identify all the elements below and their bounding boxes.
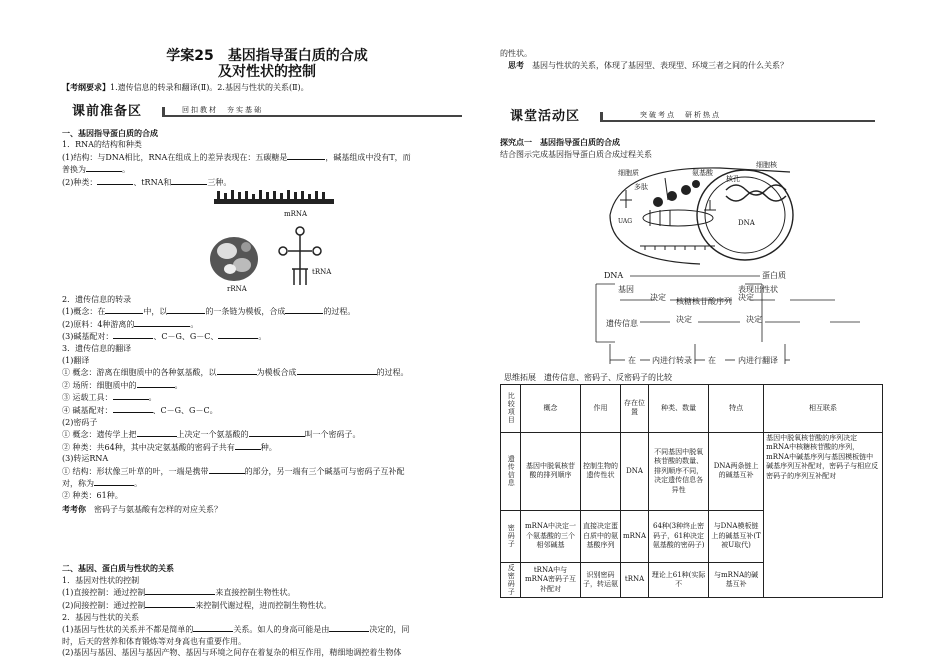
table-header: 存在位置: [621, 384, 649, 432]
flow-transcribe: 内进行转录: [652, 356, 692, 366]
rna-structure-line: (1)结构：与DNA相比，RNA在组成上的差异表现在：五碳糖是 ，碱基组成中没有T，而: [62, 152, 411, 162]
blank[interactable]: [329, 623, 369, 632]
flow-nuc-seq: 核糖核苷酸序列: [676, 297, 732, 307]
label-nuclear-pore: 核孔: [726, 175, 740, 184]
gene-control-head: 1．基因对性状的控制: [62, 575, 140, 585]
flow-dna: DNA: [604, 271, 624, 281]
table-header: 作用: [581, 384, 621, 432]
table-cell: 不同基因中脱氧核苷酸的数量、排列顺序不同，决定遗传信息各异性: [649, 432, 709, 510]
blank[interactable]: [134, 318, 190, 327]
table-row: [501, 432, 883, 510]
translation-sub2: (2)密码子: [62, 417, 98, 427]
flow-gene: 基因: [618, 285, 634, 295]
flow-decide-3: 决定: [676, 315, 692, 325]
blank[interactable]: [137, 379, 175, 388]
table-header: 种类、数量: [649, 384, 709, 432]
continued-text: 的性状。: [500, 49, 532, 58]
flow-info: 遗传信息: [606, 319, 638, 329]
translation-sub1: (1)翻译: [62, 355, 90, 365]
table-cell: tRNA: [621, 562, 649, 597]
rna-figure: [62, 189, 472, 294]
translation-pairing: ④ 碱基配对： 、C－G、G－C。: [62, 405, 218, 415]
blank[interactable]: [105, 305, 143, 314]
flow-trait: 表现出性状: [738, 285, 778, 295]
codon-types: ② 种类：共64种，其中决定氨基酸的密码子共有 种。: [62, 442, 277, 452]
translation-head: 3．遗传信息的翻译: [62, 343, 132, 353]
blank[interactable]: [209, 465, 245, 474]
flow-decide-2: 决定: [738, 293, 754, 303]
blank[interactable]: [171, 176, 207, 185]
gene-trait-2: (2)基因与基因、基因与基因产物、基因与环境之间存在着复杂的相互作用，精细地调控着生物体: [62, 648, 402, 658]
blank[interactable]: [145, 599, 195, 608]
table-header: 特点: [709, 384, 764, 432]
blank[interactable]: [113, 404, 153, 413]
rna-head: 1．RNA的结构和种类: [62, 140, 142, 150]
direct-control: (1)直接控制：通过控制 来直接控制生物性状。: [62, 588, 296, 598]
page-title-line1: 学案25 基因指导蛋白质的合成: [166, 48, 368, 64]
codon-concept: ① 概念：遗传学上把 上决定一个氨基酸的 叫一个密码子。: [62, 430, 361, 440]
table-cell: 控制生物的遗传性状: [581, 432, 621, 510]
flow-diagram: [500, 272, 885, 372]
flow-translate: 内进行翻译: [738, 356, 778, 366]
blank[interactable]: [113, 330, 153, 339]
table-cell: tRNA中与mRNA密码子互补配对: [521, 562, 581, 597]
table-cell: 与DNA模板链上的碱基互补(T被U取代): [709, 510, 764, 562]
label-amino-acid: 氨基酸: [692, 169, 713, 178]
left-column: [62, 0, 472, 671]
fig-label-trna: tRNA: [312, 267, 332, 276]
flow-decide-1: 决定: [650, 293, 666, 303]
table-cell-relations: 基因中脱氧核苷酸的序列决定mRNA中核糖核苷酸的序列，mRNA中碱基序列与基因模板链中碱基序列互补配对，密码子与相应反密码子的序列互补配对: [764, 432, 883, 597]
think-prompt: 思考 基因与性状的关系，体现了基因型、表现型、环境三者之间的什么关系？: [508, 59, 788, 70]
gene-trait-1b: 时，后天的营养和体育锻炼等对身高也有重要作用。: [62, 636, 246, 646]
page-title-line2: 及对性状的控制: [218, 64, 316, 80]
flow-diagram-svg: [500, 272, 885, 372]
table-cell: 基因中脱氧核苷酸的排列顺序: [521, 432, 581, 510]
section-band-class: [500, 107, 885, 127]
table-cell: 直接决定蛋白质中的氨基酸序列: [581, 510, 621, 562]
table-cell: 与mRNA的碱基互补: [709, 562, 764, 597]
blank[interactable]: [145, 586, 215, 595]
section-heading-1: 一、基因指导蛋白质的合成: [62, 127, 158, 138]
table-header-row: [501, 384, 883, 432]
table-cell: 识别密码子，转运氨: [581, 562, 621, 597]
flow-protein: 蛋白质: [762, 271, 786, 281]
trna-structure2: 对，称为 。: [62, 479, 142, 489]
label-cytoplasm: 细胞质: [618, 169, 639, 178]
blank[interactable]: [217, 366, 257, 375]
trna-structure: ① 结构：形状像三叶草的叶，一端是携带 的部分，另一端有三个碱基可与密码子互补配: [62, 466, 405, 476]
band-sub: 突破考点 研析热点: [640, 111, 721, 120]
blank[interactable]: [113, 391, 149, 400]
translation-site: ② 场所：细胞质中的 。: [62, 380, 183, 390]
table-cell: DNA: [621, 432, 649, 510]
table-cell: mRNA中决定一个氨基酸的三个相邻碱基: [521, 510, 581, 562]
table-cell: DNA两条链上的碱基互补: [709, 432, 764, 510]
comparison-table: [500, 384, 883, 598]
table-cell: 反密码子: [507, 563, 516, 596]
band-tag: 课前准备区: [72, 103, 143, 119]
blank[interactable]: [235, 441, 261, 450]
translation-carrier: ③ 运载工具： 。: [62, 393, 157, 403]
indirect-control: (2)间接控制：通过控制 来控制代谢过程，进而控制生物性状。: [62, 601, 332, 611]
label-codon: UAG: [618, 218, 632, 226]
flow-in-1: 在: [628, 356, 636, 366]
table-cell: 64种(3种终止密码子，61种决定氨基酸的密码子): [649, 510, 709, 562]
transcription-concept: (1)概念：在 中，以 的一条链为模板，合成 的过程。: [62, 307, 356, 317]
table-header: 比较项目: [507, 392, 516, 425]
table-cell: mRNA: [621, 510, 649, 562]
transcription-pairing: (3)碱基配对： 、C－G、G－C、 。: [62, 332, 267, 342]
blank[interactable]: [285, 305, 323, 314]
blank[interactable]: [94, 477, 134, 486]
cell-diagram: [500, 160, 885, 270]
blank[interactable]: [193, 623, 233, 632]
table-cell: 理论上61种(实际不: [649, 562, 709, 597]
section-band-pre: [62, 102, 472, 122]
gene-trait-1: (1)基因与性状的关系并不都是简单的 关系。如人的身高可能是由 决定的，同: [62, 625, 410, 635]
band-tag: 课堂活动区: [510, 109, 581, 125]
blank[interactable]: [297, 366, 377, 375]
table-cell: 密码子: [507, 524, 516, 549]
explore-sub: 结合图示完成基因指导蛋白质合成过程关系: [500, 149, 652, 159]
trna-types: ② 种类：61种。: [62, 491, 123, 501]
explore-head: 探究点一 基因指导蛋白质的合成: [500, 137, 620, 148]
flow-in-2: 在: [708, 356, 716, 366]
exam-requirements: 【考纲要求】1.遗传信息的转录和翻译(Ⅱ)。2.基因与性状的关系(Ⅱ)。: [62, 82, 309, 92]
extension-head: 思维拓展 遗传信息、密码子、反密码子的比较: [504, 373, 672, 383]
transcription-head: 2．遗传信息的转录: [62, 294, 132, 304]
flow-decide-4: 决定: [746, 315, 762, 325]
fig-label-mrna: mRNA: [284, 209, 308, 218]
label-dna: DNA: [738, 219, 755, 228]
blank[interactable]: [287, 151, 325, 160]
table-header: 相互联系: [764, 384, 883, 432]
band-sub: 回扣教材 夯实基础: [182, 105, 263, 114]
label-polypeptide: 多肽: [634, 183, 648, 192]
blank[interactable]: [167, 305, 205, 314]
rna-types-line: (2)种类： 、tRNA和 三种。: [62, 177, 232, 187]
label-nucleus: 细胞核: [756, 161, 777, 170]
gene-trait-head: 2．基因与性状的关系: [62, 612, 140, 622]
blank[interactable]: [86, 163, 122, 172]
translation-concept: ① 概念：游离在细胞质中的各种氨基酸，以 为模板合成 的过程。: [62, 368, 409, 378]
rrna-blob: [210, 237, 258, 281]
fig-label-rrna: rRNA: [227, 284, 247, 293]
translation-sub3: (3)转运RNA: [62, 454, 109, 464]
quiz-prompt: 考考你 密码子与氨基酸有怎样的对应关系？: [62, 503, 222, 514]
section-heading-2: 二、基因、蛋白质与性状的关系: [62, 563, 174, 574]
rna-types-illustration: [62, 189, 472, 294]
table-cell: 遗传信息: [507, 455, 516, 488]
blank[interactable]: [249, 428, 305, 437]
table-header: 概念: [521, 384, 581, 432]
right-column: [500, 0, 885, 671]
blank[interactable]: [97, 176, 133, 185]
blank[interactable]: [218, 330, 258, 339]
rna-structure-line2: 普换为 。: [62, 165, 130, 175]
blank[interactable]: [137, 428, 177, 437]
transcription-material: (2)原料：4种游离的 。: [62, 319, 199, 329]
